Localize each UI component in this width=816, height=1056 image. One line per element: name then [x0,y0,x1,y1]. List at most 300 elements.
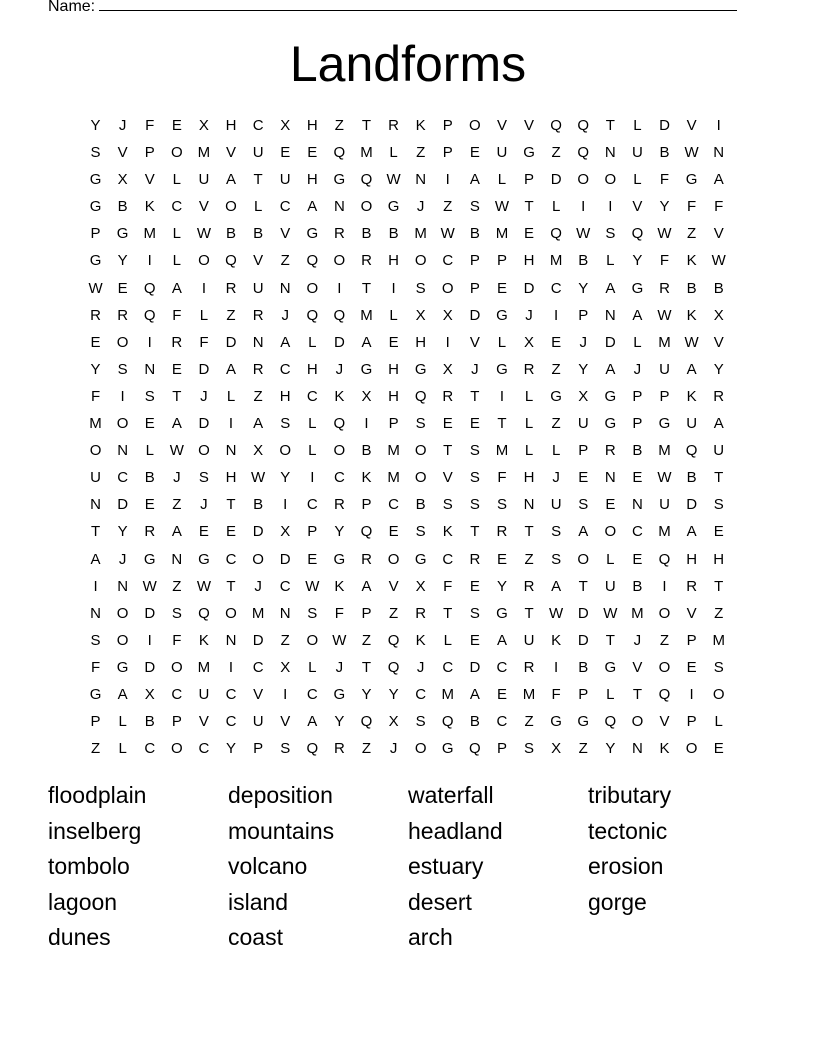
grid-letter: L [497,333,507,351]
grid-letter: P [496,740,507,758]
grid-letter: I [201,279,206,297]
grid-letter: R [713,387,725,405]
grid-letter: Y [605,740,616,758]
grid-letter: S [415,415,426,433]
grid-letter: L [308,333,317,351]
grid-letter: B [226,225,237,243]
grid-letter: T [524,523,534,541]
grid-letter: W [657,306,672,324]
grid-letter: W [684,333,699,351]
grid-letter: E [496,550,507,568]
grid-letter: Q [360,523,373,541]
grid-letter: R [333,225,345,243]
grid-letter: V [253,685,264,703]
grid-letter: D [469,658,481,676]
grid-letter: H [306,360,318,378]
grid-letter: L [443,631,452,649]
grid-letter: O [116,604,129,622]
grid-letter: H [306,171,318,189]
grid-letter: P [578,442,589,460]
grid-letter: D [577,631,589,649]
grid-letter: Y [334,523,345,541]
grid-letter: N [604,306,616,324]
grid-letter: E [144,496,155,514]
grid-letter: O [577,171,590,189]
grid-letter: L [714,713,723,731]
grid-letter: I [147,333,152,351]
grid-letter: S [469,198,480,216]
grid-letter: A [171,279,182,297]
word-bank-item: erosion [588,853,664,880]
grid-letter: H [523,469,535,487]
grid-letter: T [578,577,588,595]
word-bank-item: floodplain [48,782,147,808]
grid-letter: Q [387,658,400,676]
grid-letter: R [496,523,508,541]
grid-letter: X [442,360,453,378]
grid-letter: R [361,252,372,270]
grid-letter: G [116,658,129,676]
grid-letter: K [361,469,372,487]
grid-letter: Z [524,713,534,731]
grid-letter: L [118,713,127,731]
grid-letter: T [361,117,372,134]
grid-letter: C [279,198,291,216]
grid-letter: C [279,360,291,378]
grid-letter: C [632,523,643,541]
grid-letter: K [551,631,562,649]
grid-letter: I [499,387,505,405]
grid-letter: Y [90,360,101,378]
grid-letter: K [415,631,426,649]
grid-letter: P [686,631,697,649]
grid-letter: R [144,523,156,541]
grid-letter: K [686,252,697,270]
grid-letter: W [684,144,699,162]
grid-letter: K [415,117,426,134]
grid-letter: T [443,604,453,622]
grid-letter: E [307,144,318,162]
grid-letter: Q [577,117,590,134]
grid-row [82,573,732,600]
grid-letter: G [604,658,617,676]
grid-letter: P [388,415,399,433]
name-label: Name: [48,0,96,15]
word-bank-item: gorge [588,888,647,915]
grid-letter: R [252,306,264,324]
grid-letter: F [551,685,561,703]
grid-letter: Z [687,225,697,243]
grid-letter: E [713,523,724,541]
grid-letter: H [686,550,698,568]
grid-letter: Y [334,713,345,731]
grid-letter: G [306,225,319,243]
grid-letter: Q [658,685,671,703]
grid-letter: F [443,577,453,595]
grid-letter: S [713,658,724,676]
grid-letter: G [198,550,210,568]
grid-letter: M [387,442,400,460]
grid-letter: C [279,577,291,595]
grid-letter: D [144,658,156,676]
grid-letter: H [388,387,399,405]
grid-letter: K [334,577,345,595]
grid-letter: B [361,225,372,243]
grid-letter: G [685,171,698,189]
grid-row [82,546,732,573]
grid-letter: Z [172,496,182,514]
grid-letter: B [144,469,155,487]
grid-letter: C [171,198,183,216]
grid-letter: D [117,496,129,514]
grid-letter: U [523,631,535,649]
grid-letter: V [117,144,128,162]
grid-letter: L [389,306,398,324]
grid-letter: U [252,279,264,297]
grid-letter: P [469,252,480,270]
grid-letter: I [689,685,694,703]
grid-letter: D [333,333,345,351]
grid-letter: O [170,740,183,758]
grid-letter: L [551,442,561,460]
grid-letter: V [686,604,697,622]
grid-letter: U [198,171,210,189]
grid-letter: J [118,117,127,134]
grid-letter: G [631,279,644,297]
grid-letter: R [469,550,481,568]
grid-letter: F [497,469,507,487]
grid-letter: F [687,198,697,216]
grid-letter: S [415,713,426,731]
grid-letter: Y [361,685,372,703]
grid-letter: X [415,577,426,595]
grid-letter: B [117,198,128,216]
grid-letter: S [524,740,535,758]
word-bank-item: dunes [48,924,111,951]
grid-letter: Y [659,198,670,216]
grid-letter: A [632,306,643,324]
grid-letter: E [144,415,155,433]
page-title: Landforms [289,36,527,92]
grid-letter: D [523,279,535,297]
grid-letter: X [415,306,426,324]
grid-letter: L [606,685,615,703]
grid-letter: K [198,631,209,649]
grid-letter: O [712,685,725,703]
grid-letter: M [712,631,725,649]
grid-letter: N [144,360,156,378]
grid-letter: A [253,415,264,433]
grid-letter: G [414,550,427,568]
grid-letter: Q [577,144,590,162]
grid-letter: V [469,333,480,351]
grid-letter: T [172,387,182,405]
grid-letter: G [550,713,562,731]
grid-letter: E [171,360,182,378]
grid-letter: R [333,496,345,514]
grid-letter: B [686,469,697,487]
grid-letter: L [497,171,507,189]
grid-letter: G [116,225,129,243]
grid-letter: V [280,225,291,243]
grid-letter: U [279,171,291,189]
grid-row [82,518,732,545]
grid-letter: B [686,279,697,297]
grid-letter: Z [416,144,426,162]
grid-letter: O [252,550,264,568]
grid-letter: O [387,550,400,568]
grid-letter: C [496,658,508,676]
grid-letter: J [281,306,289,324]
grid-letter: Y [713,360,724,378]
grid-letter: B [578,658,589,676]
grid-letter: D [225,333,237,351]
grid-letter: W [142,577,157,595]
grid-letter: Y [117,252,128,270]
grid-letter: F [334,604,344,622]
grid-letter: N [604,469,616,487]
grid-letter: Z [334,117,344,134]
grid-letter: I [554,658,559,676]
grid-letter: H [388,360,399,378]
word-bank-item: estuary [408,853,484,880]
grid-letter: J [118,550,127,568]
grid-row [82,654,732,681]
grid-letter: Y [578,360,589,378]
grid-letter: D [686,496,698,514]
grid-letter: M [658,333,671,351]
grid-letter: D [279,550,291,568]
grid-row [82,220,732,247]
grid-letter: N [632,740,643,758]
grid-letter: V [713,333,724,351]
grid-letter: P [442,117,453,134]
grid-letter: O [170,144,183,162]
grid-letter: I [283,685,288,703]
grid-letter: M [197,658,211,676]
word-bank-item: mountains [228,817,335,844]
grid-letter: G [387,198,400,216]
grid-letter: X [361,387,372,405]
grid-letter: R [415,604,427,622]
grid-letter: L [551,198,561,216]
grid-letter: Y [496,577,507,595]
grid-letter: A [469,171,480,189]
grid-letter: S [280,415,291,433]
grid-letter: J [173,469,181,487]
word-bank-item: tributary [588,782,672,808]
grid-letter: Y [388,685,399,703]
grid-letter: H [306,117,318,134]
grid-letter: O [631,713,644,731]
grid-letter: S [415,279,426,297]
grid-letter: A [90,550,101,568]
grid-row [82,247,732,274]
grid-letter: L [389,144,398,162]
grid-letter: Y [280,469,291,487]
grid-letter: M [631,604,644,622]
grid-letter: P [578,306,589,324]
grid-letter: E [388,333,399,351]
grid-letter: B [469,225,480,243]
grid-letter: D [550,171,562,189]
grid-letter: Z [551,415,561,433]
letter-grid [82,112,732,762]
word-bank-item: island [228,888,289,915]
grid-row [82,302,732,329]
grid-letter: K [686,306,697,324]
grid-letter: I [337,279,342,297]
grid-letter: A [361,577,372,595]
grid-letter: N [279,604,291,622]
grid-letter: L [308,442,317,460]
grid-row [82,464,732,491]
grid-letter: G [89,685,102,703]
grid-letter: I [581,198,586,216]
grid-letter: P [469,279,480,297]
grid-letter: Z [361,631,372,649]
grid-letter: O [685,740,698,758]
grid-letter: A [171,415,182,433]
grid-letter: G [550,387,562,405]
grid-letter: W [88,279,103,297]
grid-letter: Z [172,577,182,595]
grid-letter: V [198,713,209,731]
grid-letter: O [116,631,129,649]
grid-letter: A [713,415,724,433]
grid-letter: P [361,604,372,622]
grid-letter: L [524,387,534,405]
grid-letter: L [145,442,154,460]
grid-letter: T [714,469,724,487]
grid-letter: L [172,225,181,243]
grid-letter: Z [253,387,263,405]
grid-letter: X [524,333,535,351]
grid-letter: R [90,306,101,324]
grid-letter: Z [524,550,534,568]
grid-letter: F [172,631,182,649]
grid-letter: G [89,252,102,270]
grid-letter: Z [578,740,588,758]
word-bank-item: desert [408,888,472,915]
word-bank-item: lagoon [48,888,118,915]
grid-letter: Z [280,252,290,270]
grid-letter: J [416,658,425,676]
grid-letter: S [551,523,562,541]
grid-letter: U [252,144,264,162]
name-field [48,0,737,16]
grid-letter: L [524,442,534,460]
grid-letter: G [577,713,590,731]
grid-letter: G [441,740,454,758]
grid-letter: F [659,171,670,189]
grid-letter: N [171,550,183,568]
grid-row [82,329,732,356]
grid-row [82,627,732,654]
grid-letter: Q [333,306,346,324]
grid-letter: Q [333,415,346,433]
grid-letter: U [90,469,101,487]
grid-letter: O [198,252,210,270]
grid-letter: I [391,279,396,297]
grid-letter: P [442,144,453,162]
grid-letter: E [307,550,318,568]
grid-letter: X [253,442,264,460]
grid-letter: O [658,604,671,622]
grid-letter: O [414,740,427,758]
grid-letter: U [252,713,264,731]
grid-letter: N [90,604,101,622]
grid-letter: L [633,333,642,351]
grid-letter: C [144,740,156,758]
grid-letter: N [333,198,345,216]
grid-letter: Z [714,604,724,622]
grid-letter: M [360,306,373,324]
grid-letter: R [388,117,399,134]
grid-letter: T [470,387,480,405]
grid-letter: E [117,279,128,297]
grid-letter: P [524,171,535,189]
grid-letter: W [305,577,320,595]
grid-letter: S [469,496,480,514]
grid-letter: W [494,198,510,216]
grid-letter: A [307,198,318,216]
grid-letter: E [605,496,616,514]
grid-letter: H [415,333,427,351]
grid-letter: C [415,685,427,703]
grid-row [82,275,732,302]
grid-letter: N [713,144,725,162]
grid-letter: I [662,577,667,595]
grid-letter: W [711,252,726,270]
grid-letter: A [686,523,697,541]
grid-letter: O [170,658,183,676]
grid-letter: I [364,415,369,433]
grid-letter: E [90,333,101,351]
grid-letter: P [90,713,101,731]
grid-letter: S [117,360,128,378]
grid-letter: G [496,604,508,622]
grid-letter: B [361,442,372,460]
grid-row [82,410,732,437]
grid-letter: O [658,658,671,676]
grid-letter: Z [361,740,372,758]
grid-letter: O [414,469,427,487]
grid-letter: N [117,442,129,460]
grid-letter: Q [198,604,210,622]
grid-letter: C [225,550,237,568]
grid-letter: V [632,658,643,676]
grid-letter: F [172,306,182,324]
grid-letter: Q [306,306,319,324]
grid-letter: O [225,198,237,216]
word-bank-item: tectonic [588,817,668,844]
grid-letter: B [415,496,426,514]
grid-letter: W [657,469,672,487]
grid-letter: C [496,713,508,731]
grid-letter: B [659,144,670,162]
grid-letter: B [632,442,643,460]
grid-letter: P [144,144,155,162]
grid-letter: D [659,117,670,134]
grid-letter: Q [658,550,671,568]
grid-letter: W [603,604,618,622]
grid-letter: T [605,117,615,134]
grid-letter: M [89,415,102,433]
grid-letter: M [658,523,671,541]
grid-letter: N [90,496,101,514]
grid-letter: J [200,496,208,514]
